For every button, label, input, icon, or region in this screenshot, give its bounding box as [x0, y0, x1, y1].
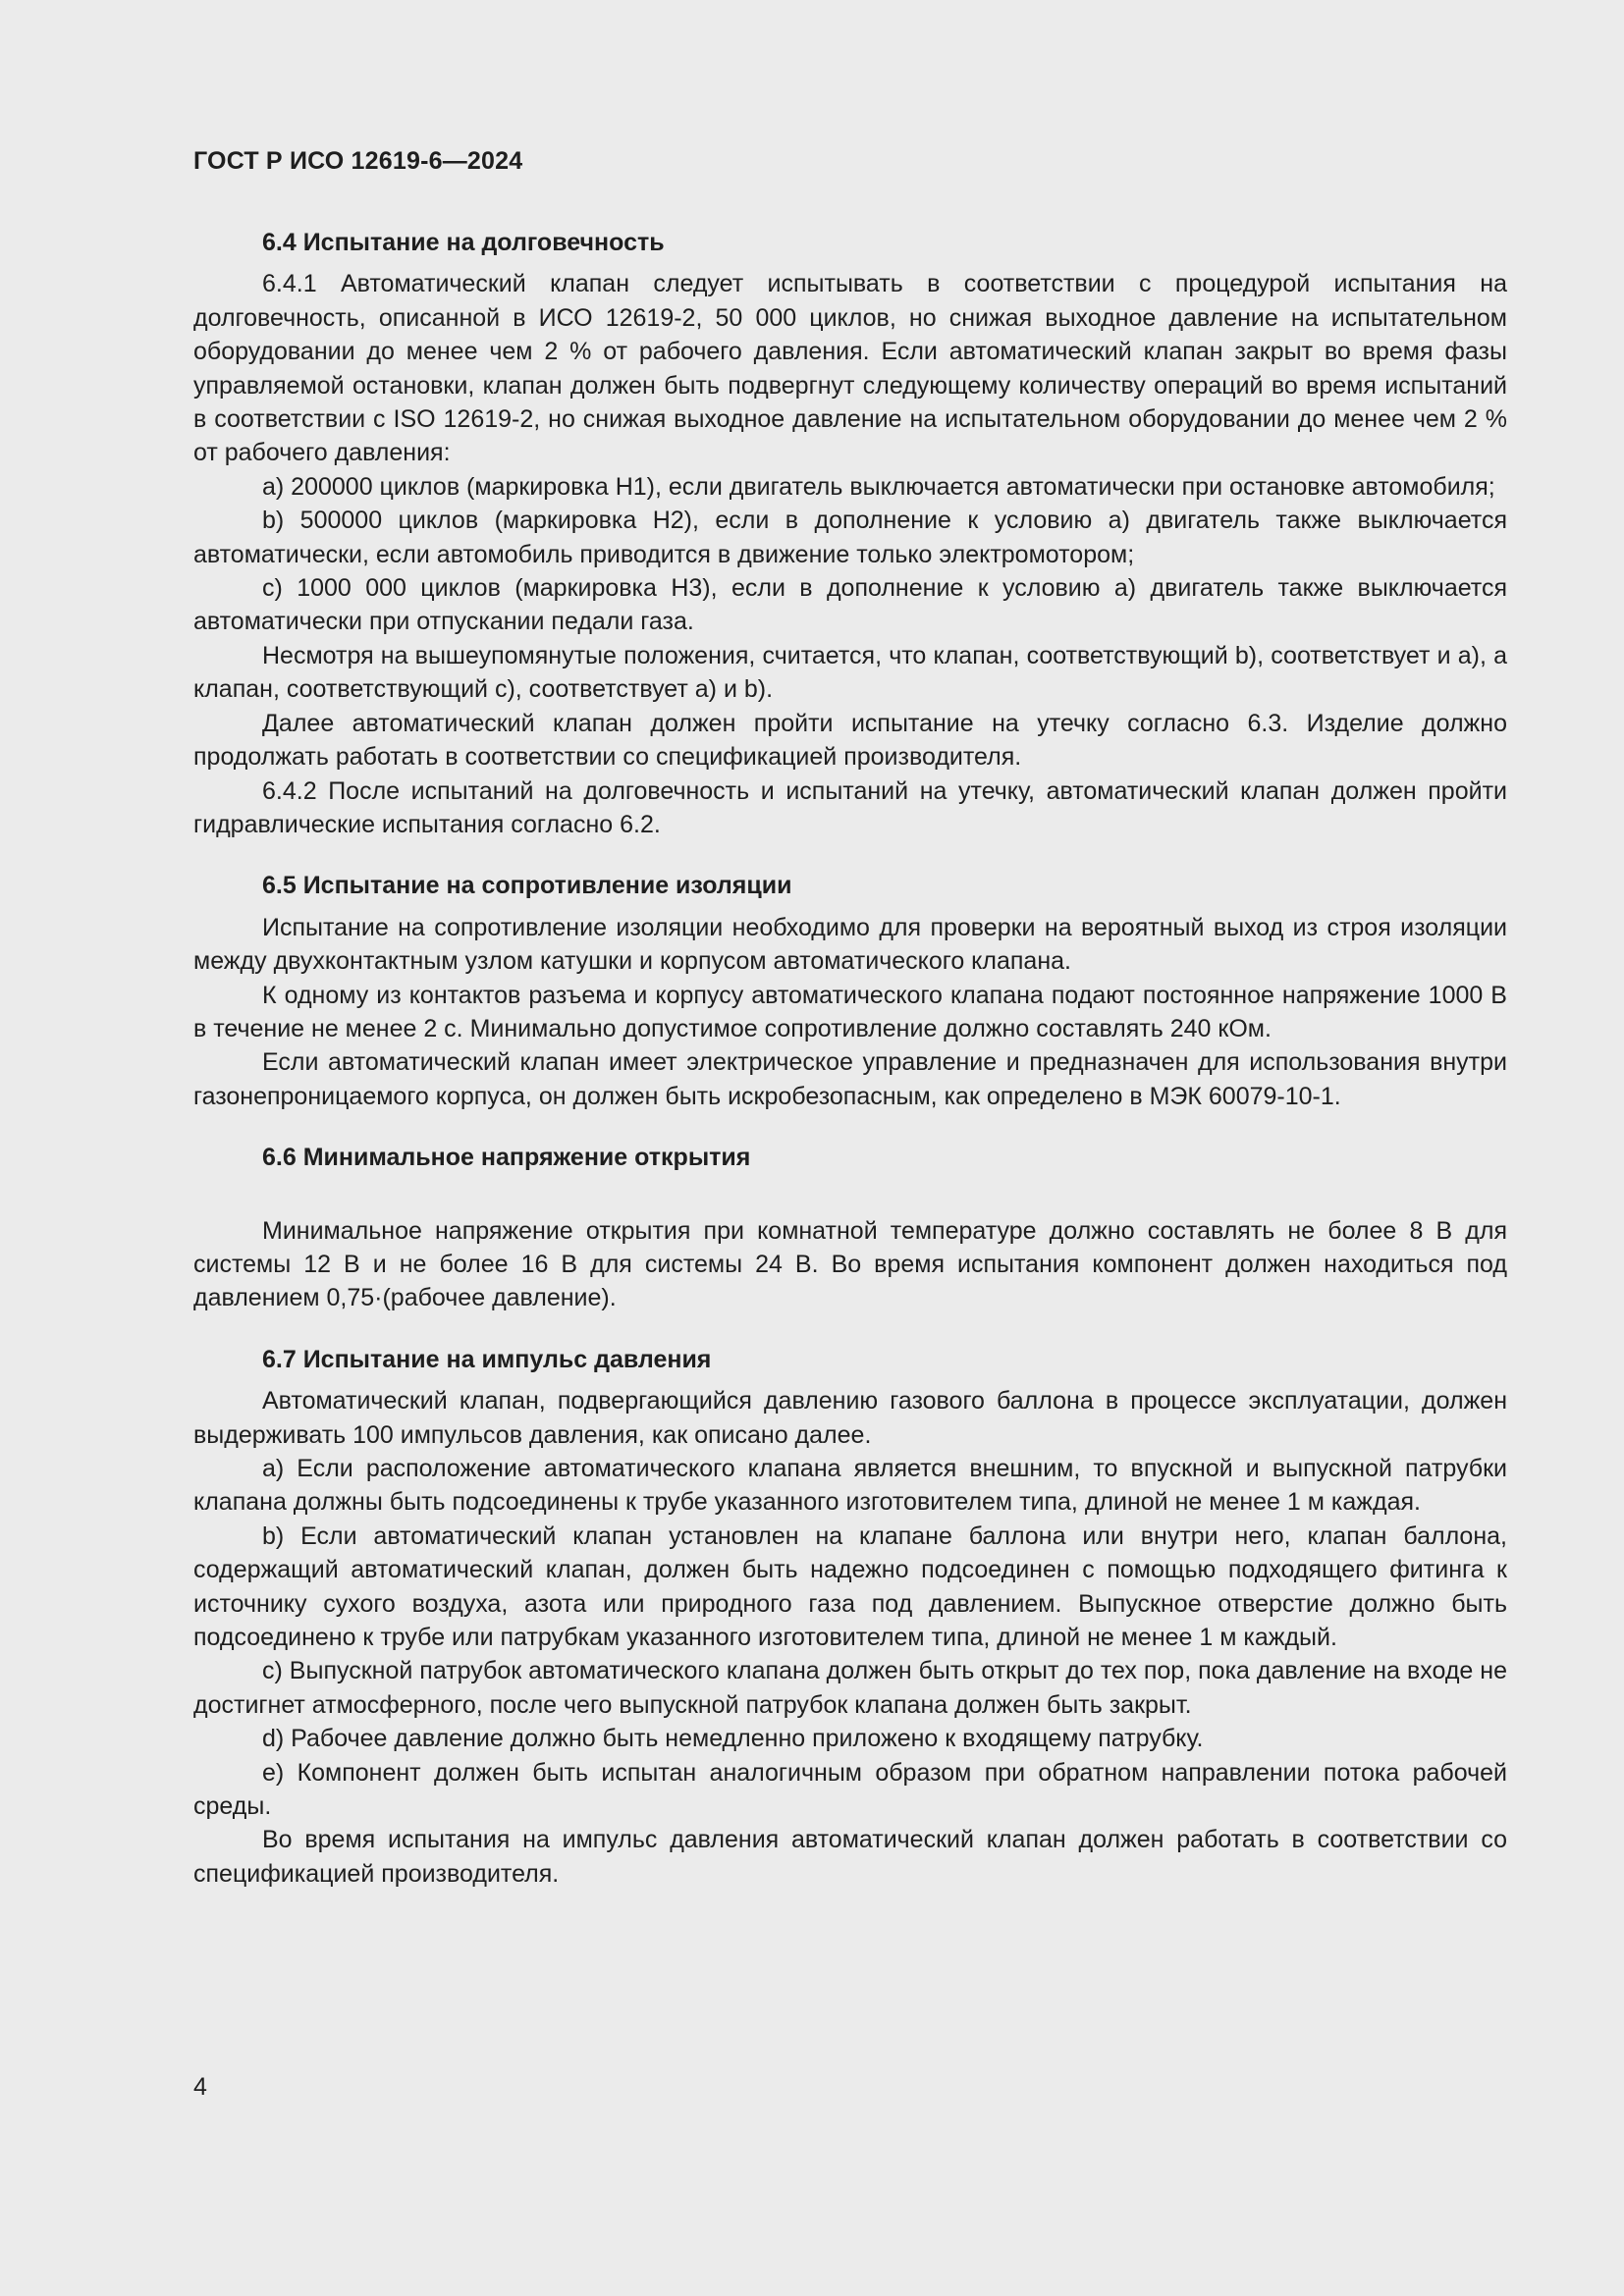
- section-heading-6-6: 6.6 Минимальное напряжение открытия: [262, 1144, 751, 1172]
- document-code-header: ГОСТ Р ИСО 12619-6—2024: [193, 147, 523, 175]
- list-item-e: e) Компонент должен быть испытан аналогичным образом при обратном направлении потока рабочей среды.: [193, 1758, 1507, 1821]
- paragraph-6-4-1: 6.4.1 Автоматический клапан следует испытывать в соответствии с процедурой испытания на долговечность, описанной в ИСО 12619-2, 50 000 циклов, но снижая выходное давление на испытательном оборудовании до менее чем 2 % от рабочего давления. Если автоматический клапан закрыт во время фазы управляемой остановки, клапан должен быть подвергнут следующему количеству операций во время испытаний в соответствии с ISO 12619-2, но снижая выходное давление на испытательном оборудовании до менее чем 2 % от рабочего давления:: [193, 270, 1507, 467]
- section-heading-6-5: 6.5 Испытание на сопротивление изоляции: [262, 872, 792, 900]
- paragraph-6-4-2: 6.4.2 После испытаний на долговечность и испытаний на утечку, автоматический клапан должен пройти гидравлические испытания согласно 6.2.: [193, 776, 1507, 838]
- page-number: 4: [193, 2073, 207, 2101]
- list-item-a: a) 200000 циклов (маркировка H1), если двигатель выключается автоматически при остановке автомобиля;: [262, 472, 1495, 501]
- paragraph: Минимальное напряжение открытия при комнатной температуре должно составлять не более 8 В для системы 12 В и не более 16 В для системы 24 В. Во время испытания компонент должен находиться под давлением 0,75·(рабочее давление).: [193, 1216, 1507, 1312]
- list-item-c: c) 1000 000 циклов (маркировка H3), если в дополнение к условию a) двигатель также выключается автоматически при отпускании педали газа.: [193, 574, 1507, 636]
- list-item-d: d) Рабочее давление должно быть немедленно приложено к входящему патрубку.: [262, 1725, 1204, 1753]
- paragraph: Если автоматический клапан имеет электрическое управление и предназначен для использования внутри газонепроницаемого корпуса, он должен быть искробезопасным, как определено в МЭК 60079-10-1.: [193, 1048, 1507, 1110]
- paragraph: Во время испытания на импульс давления автоматический клапан должен работать в соответствии со спецификацией производителя.: [193, 1826, 1507, 1888]
- document-body: [193, 226, 1507, 1891]
- section-heading-6-4: 6.4 Испытание на долговечность: [262, 229, 665, 256]
- section-heading-6-7: 6.7 Испытание на импульс давления: [262, 1345, 712, 1373]
- list-item-b: b) Если автоматический клапан установлен на клапане баллона или внутри него, клапан баллона, содержащий автоматический клапан, должен быть надежно подсоединен с помощью подходящего фитинга к источнику сухого воздуха, азота или природного газа под давлением. Выпускное отверстие должно быть подсоединено к трубе или патрубкам указанного изготовителем типа, длиной не менее 1 м каждый.: [193, 1522, 1507, 1652]
- paragraph: Далее автоматический клапан должен пройти испытание на утечку согласно 6.3. Изделие должно продолжать работать в соответствии со спецификацией производителя.: [193, 709, 1507, 772]
- paragraph: Автоматический клапан, подвергающийся давлению газового баллона в процессе эксплуатации, должен выдерживать 100 импульсов давления, как описано далее.: [193, 1387, 1507, 1449]
- paragraph: К одному из контактов разъема и корпусу автоматического клапана подают постоянное напряжение 1000 В в течение не менее 2 с. Минимально допустимое сопротивление должно составлять 240 кОм.: [193, 981, 1507, 1042]
- list-item-a: a) Если расположение автоматического клапана является внешним, то впускной и выпускной патрубки клапана должны быть подсоединены к трубе указанного изготовителем типа, длиной не менее 1 м каждая.: [193, 1455, 1507, 1517]
- list-item-b: b) 500000 циклов (маркировка H2), если в дополнение к условию a) двигатель также выключается автоматически, если автомобиль приводится в движение только электромотором;: [193, 507, 1507, 568]
- list-item-c: c) Выпускной патрубок автоматического клапана должен быть открыт до тех пор, пока давление на входе не достигнет атмосферного, после чего выпускной патрубок клапана должен быть закрыт.: [193, 1657, 1507, 1719]
- paragraph: Несмотря на вышеупомянутые положения, считается, что клапан, соответствующий b), соответствует и a), а клапан, соответствующий c), соответствует a) и b).: [193, 641, 1507, 704]
- paragraph: Испытание на сопротивление изоляции необходимо для проверки на вероятный выход из строя изоляции между двухконтактным узлом катушки и корпусом автоматического клапана.: [193, 913, 1507, 976]
